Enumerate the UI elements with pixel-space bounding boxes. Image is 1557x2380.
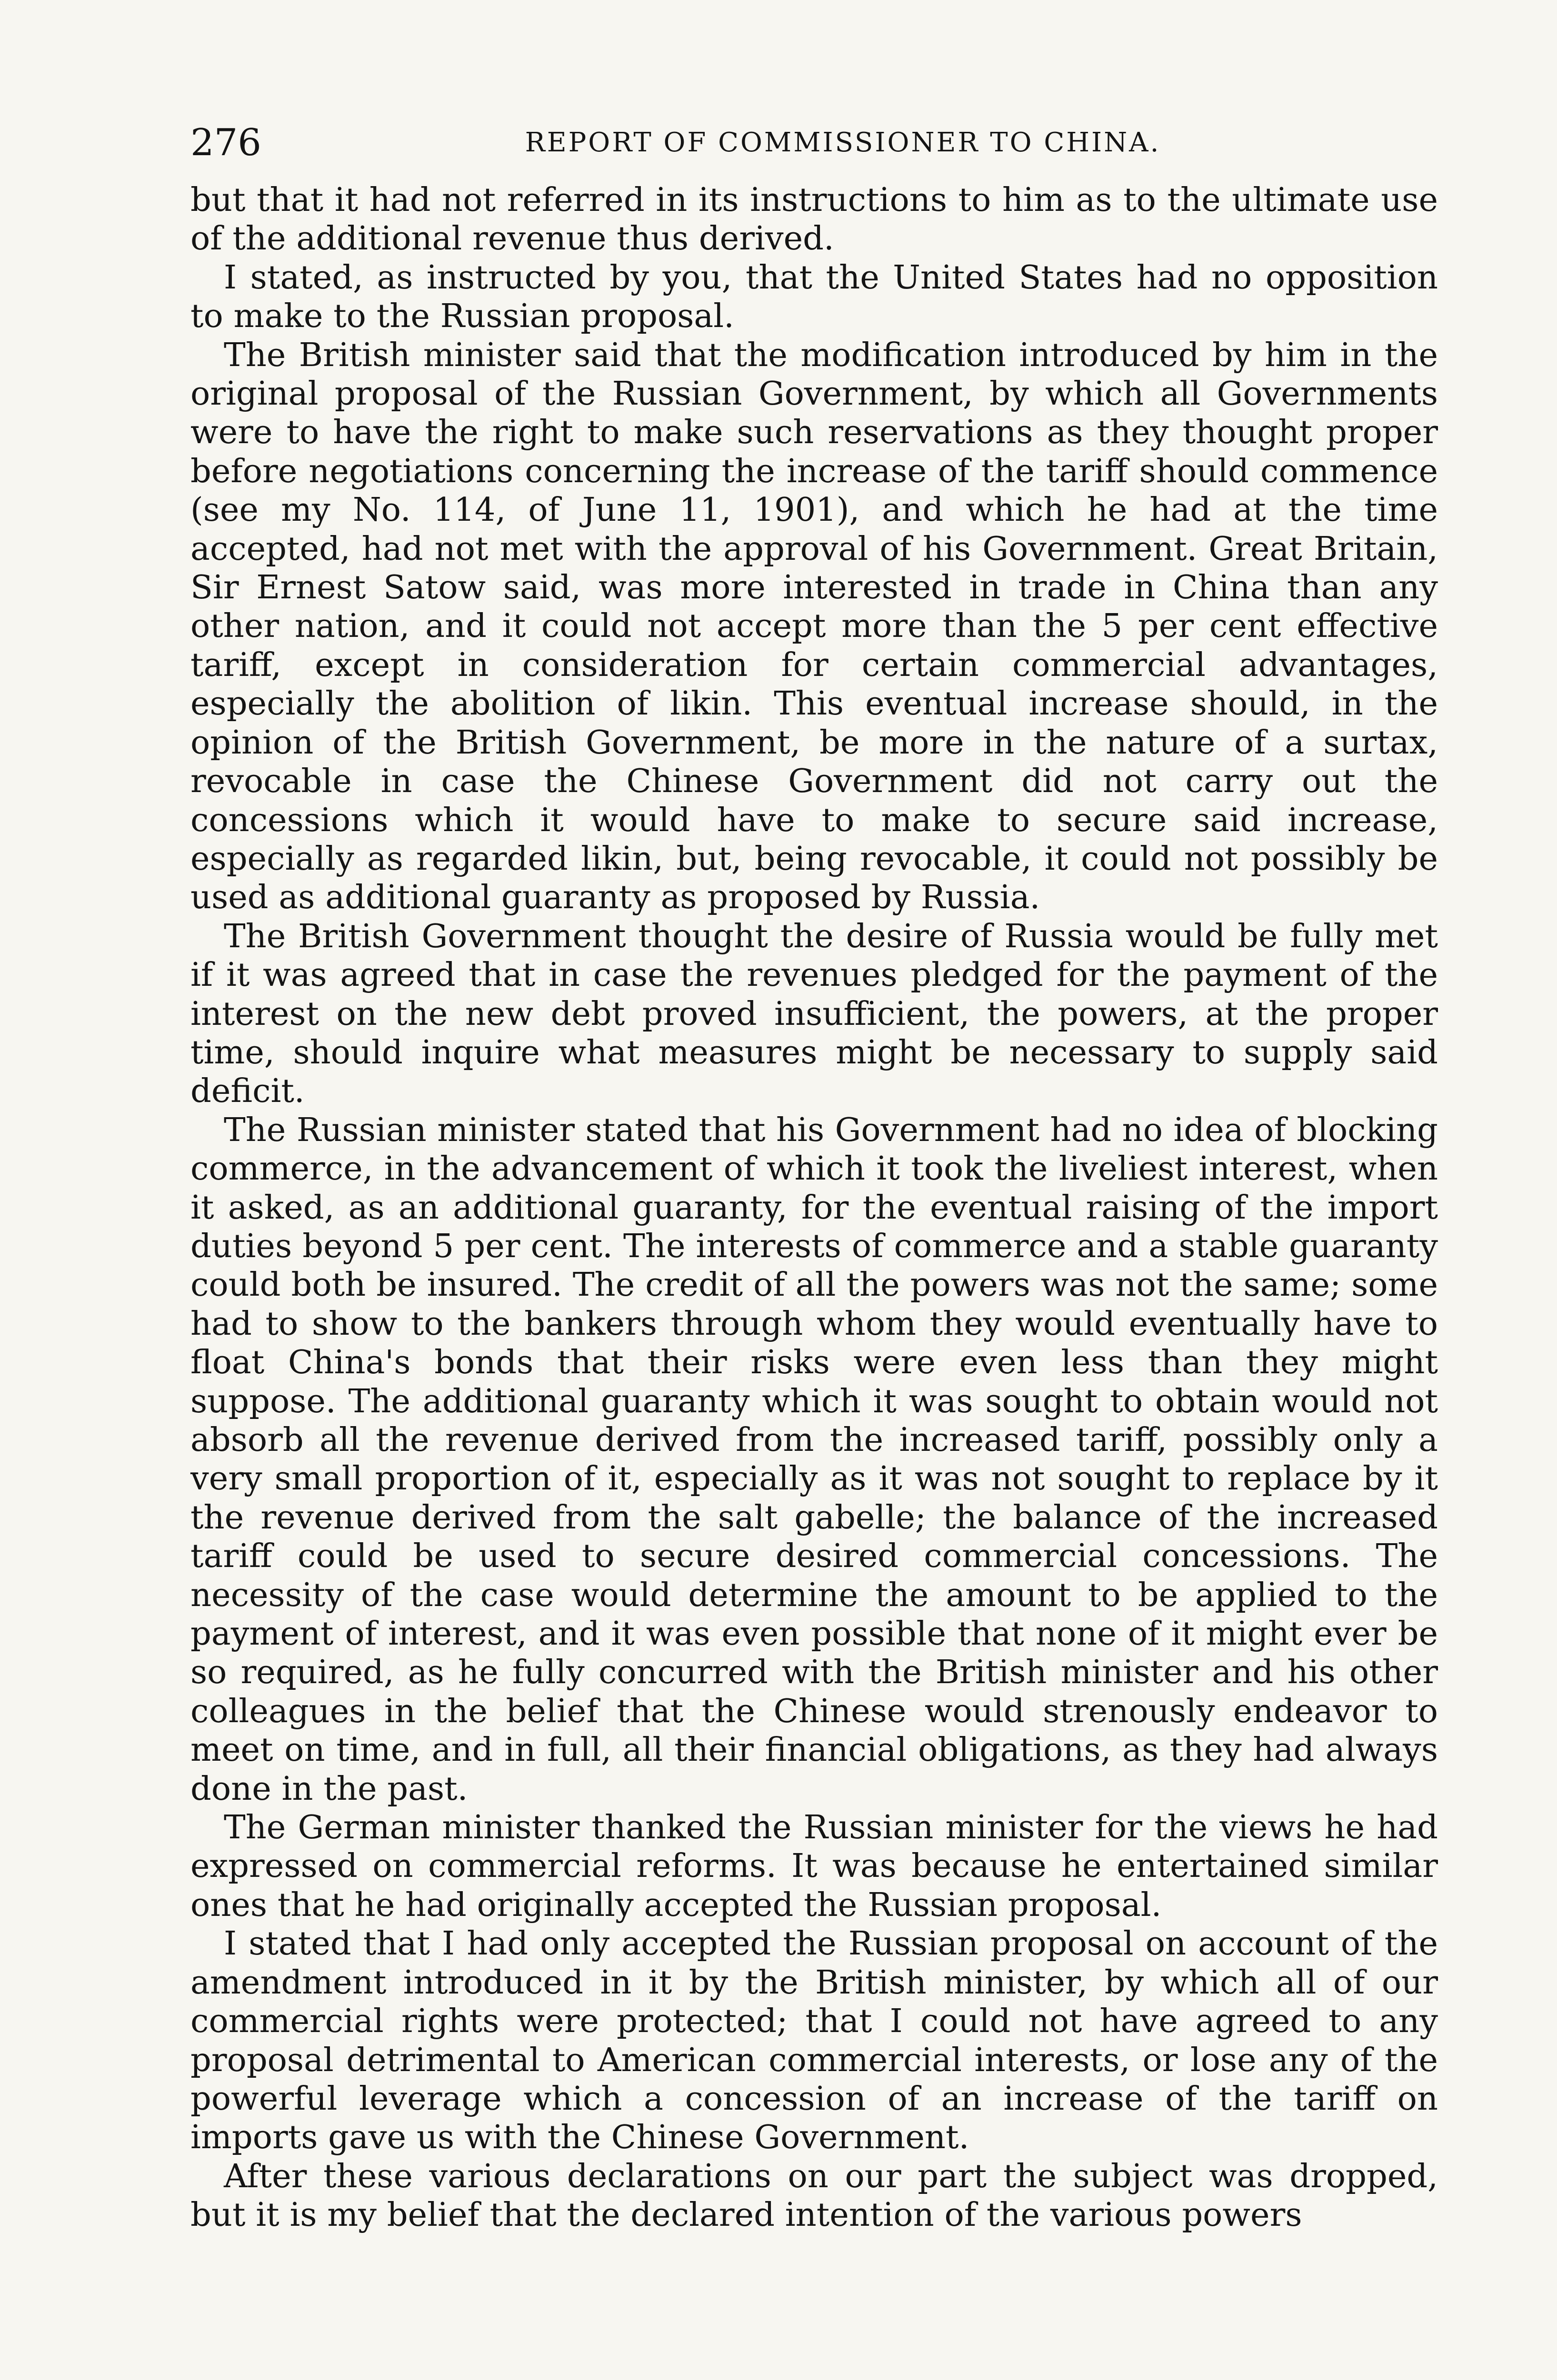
paragraph: The German minister thanked the Russian minister for the views he had expressed on commercial reforms. It was because he entertained similar ones that he had originally accepted the Russian proposal.	[190, 1808, 1438, 1924]
paragraph: I stated, as instructed by you, that the United States had no opposition to make to the Russian proposal.	[190, 258, 1438, 336]
paragraph: I stated that I had only accepted the Russian proposal on account of the amendment introduced in it by the British minister, by which all of our commercial rights were protected; that I could not have agreed to any proposal detrimental to American commercial interests, or lose any of the powerful leverage which a concession of an increase of the tariff on imports gave us with the Chinese Government.	[190, 1924, 1438, 2157]
body-text	[190, 181, 1438, 2235]
page-number: 276	[190, 121, 261, 164]
paragraph: The Russian minister stated that his Government had no idea of blocking commerce, in the advancement of which it took the liveliest interest, when it asked, as an additional guaranty, for the eventual raising of the import duties beyond 5 per cent. The interests of commerce and a stable guaranty could both be insured. The credit of all the powers was not the same; some had to show to the bankers through whom they would eventually have to float China's bonds that their risks were even less than they might suppose. The additional guaranty which it was sought to obtain would not absorb all the revenue derived from the increased tariff, possibly only a very small proportion of it, especially as it was not sought to replace by it the revenue derived from the salt gabelle; the balance of the increased tariff could be used to secure desired commercial concessions. The necessity of the case would determine the amount to be applied to the payment of interest, and it was even possible that none of it might ever be so required, as he fully concurred with the British minister and his other colleagues in the belief that the Chinese would strenously endeavor to meet on time, and in full, all their financial obligations, as they had always done in the past.	[190, 1111, 1438, 1808]
paragraph: After these various declarations on our part the subject was dropped, but it is my belief that the declared intention of the various powers	[190, 2157, 1438, 2234]
paragraph: but that it had not referred in its instructions to him as to the ultimate use of the additional revenue thus derived.	[190, 181, 1438, 258]
paragraph: The British minister said that the modification introduced by him in the original proposal of the Russian Government, by which all Governments were to have the right to make such reservations as they thought proper before negotiations concerning the increase of the tariff should commence (see my No. 114, of June 11, 1901), and which he had at the time accepted, had not met with the approval of his Government. Great Britain, Sir Ernest Satow said, was more interested in trade in China than any other nation, and it could not accept more than the 5 per cent effective tariff, except in consideration for certain commercial advantages, especially the abolition of likin. This eventual increase should, in the opinion of the British Government, be more in the nature of a surtax, revocable in case the Chinese Government did not carry out the concessions which it would have to make to secure said increase, especially as regarded likin, but, being revocable, it could not possibly be used as additional guaranty as proposed by Russia.	[190, 336, 1438, 917]
running-header	[190, 119, 1438, 176]
document-page	[190, 119, 1438, 2235]
paragraph: The British Government thought the desire of Russia would be fully met if it was agreed that in case the revenues pledged for the payment of the interest on the new debt proved insufficient, the powers, at the proper time, should inquire what measures might be necessary to supply said deficit.	[190, 917, 1438, 1111]
running-title: REPORT OF COMMISSIONER TO CHINA.	[525, 127, 1161, 158]
